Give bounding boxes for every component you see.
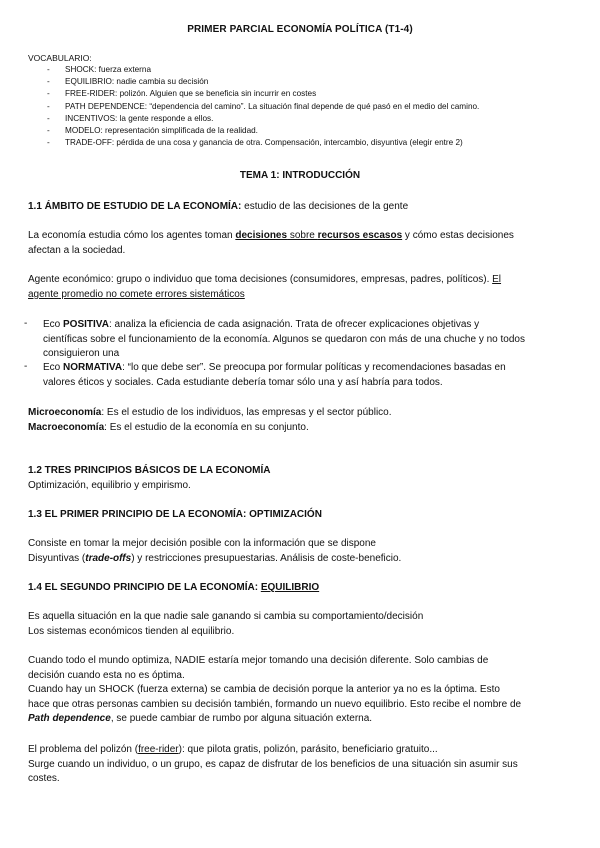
heading-1-3: 1.3 EL PRIMER PRINCIPIO DE LA ECONOMÍA: OPTIMIZACIÓN: [28, 509, 322, 520]
vocabulary-heading: VOCABULARIO:: [28, 53, 92, 63]
paragraph-micro-macro: Microeconomía: Es el estudio de los individuos, las empresas y el sector público. Macroeconomía: Es el estudio de la economía en su conjunto.: [28, 407, 392, 433]
bullet-normative-economics: Eco NORMATIVA: “lo que debe ser”. Se preocupa por formular políticas y recomendaciones basadas en valores éticos y sociales. Cada estudiante debería tomar sólo una y así habría para todos.: [43, 362, 506, 388]
paragraph-optimize-shock: Cuando todo el mundo optimiza, NADIE estaría mejor tomando una decisión diferente. Solo cambias de decisión cuando esta no es óptima. Cuando hay un SHOCK (fuerza externa) se cambia de decisión porque la anterior ya no es la óptima. Esto hace que otras personas cambien su decisión también, formando un nuevo equilibrio. Esto recibe el nombre de Path dependence, se puede cambiar de rumbo por alguna situación externa.: [28, 655, 522, 724]
paragraph-economic-agent: Agente económico: grupo o individuo que toma decisiones (consumidores, empresas, padres, políticos). El agente promedio no comete errores sistemáticos: [28, 274, 502, 300]
vocabulary-list: [28, 64, 479, 149]
document-title: PRIMER PARCIAL ECONOMÍA POLÍTICA (T1-4): [187, 24, 413, 35]
paragraph-optimization: Consiste en tomar la mejor decisión posible con la información que se dispone Disyuntivas (trade-offs) y restricciones presupuestarias. Análisis de coste-beneficio.: [28, 538, 402, 564]
vocab-item: - MODELO: representación simplificada de la realidad.: [28, 125, 479, 137]
bullet-dash: -: [24, 318, 28, 329]
heading-1-4: 1.4 EL SEGUNDO PRINCIPIO DE LA ECONOMÍA: EQUILIBRIO: [28, 582, 320, 593]
vocab-item: - PATH DEPENDENCE: “dependencia del camino”. La situación final depende de qué pasó en el medio del camino.: [28, 101, 479, 113]
vocab-item: - TRADE-OFF: pérdida de una cosa y ganancia de otra. Compensación, intercambio, disyuntiva (elegir entre 2): [28, 137, 479, 149]
vocab-item: - FREE-RIDER: polizón. Alguien que se beneficia sin incurrir en costes: [28, 88, 479, 100]
vocab-item: - INCENTIVOS: la gente responde a ellos.: [28, 113, 479, 125]
bullet-dash: -: [24, 361, 28, 372]
vocab-item: - EQUILIBRIO: nadie cambia su decisión: [28, 76, 479, 88]
bullet-positive-economics: Eco POSITIVA: analiza la eficiencia de cada asignación. Trata de ofrecer explicaciones objetivas y científicas sobre el funcionamiento de la economía. Algunos se quedaron con más de una chuche y no todos consiguieron una: [43, 319, 525, 359]
paragraph-equilibrium-definition: Es aquella situación en la que nadie sale ganando si cambia su comportamiento/decisión Los sistemas económicos tienden al equilibrio.: [28, 611, 424, 637]
paragraph-free-rider: El problema del polizón (free-rider): que pilota gratis, polizón, parásito, beneficiario gratuito... Surge cuando un individuo, o un grupo, es capaz de disfrutar de los beneficios de una situación sin asumir sus costes.: [28, 744, 518, 784]
paragraph-economics-definition: La economía estudia cómo los agentes toman decisiones sobre recursos escasos y cómo estas decisiones afectan a la sociedad.: [28, 230, 514, 256]
section-title-tema1: TEMA 1: INTRODUCCIÓN: [239, 170, 361, 181]
heading-1-2: 1.2 TRES PRINCIPIOS BÁSICOS DE LA ECONOMÍA Optimización, equilibrio y empirismo.: [28, 465, 271, 491]
heading-1-1: 1.1 ÁMBITO DE ESTUDIO DE LA ECONOMÍA: estudio de las decisiones de la gente: [28, 201, 409, 212]
vocab-item: - SHOCK: fuerza externa: [28, 64, 479, 76]
